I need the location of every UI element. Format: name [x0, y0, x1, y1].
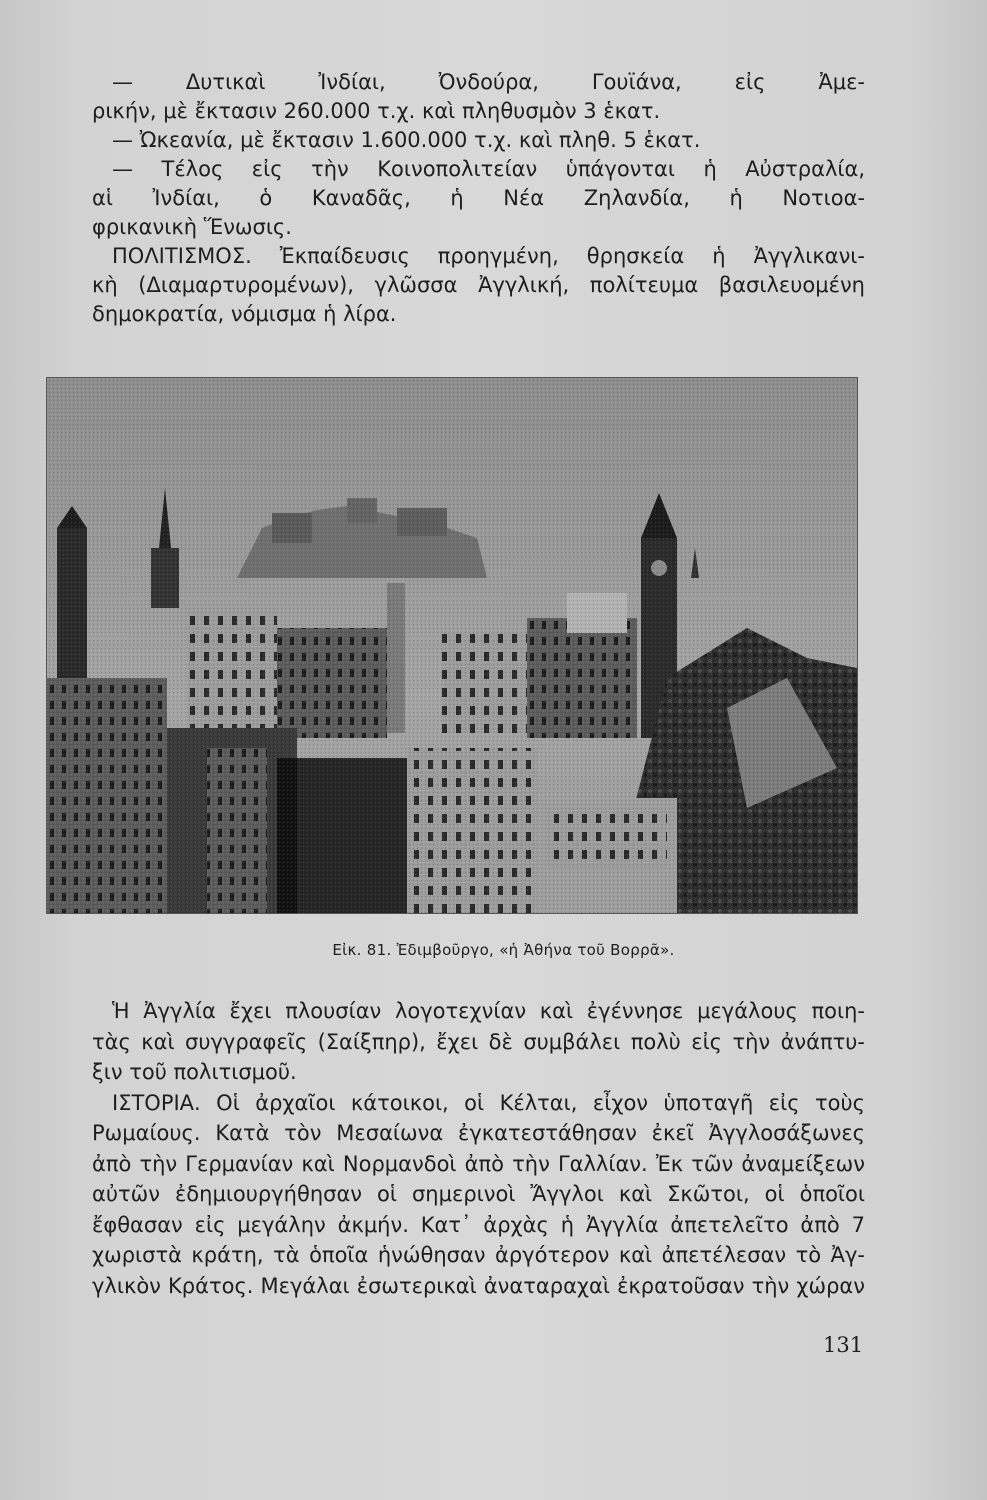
bottom-text-block [92, 996, 865, 1301]
figure-caption: Εἰκ. 81. Ἐδιμβοῦργο, «ἡ Ἀθήνα τοῦ Βορρᾶ». [332, 941, 675, 959]
text-line: ἀπὸ τὴν Γερμανίαν καὶ Νορμανδοὶ ἀπὸ τὴν Γαλλίαν. Ἐκ τῶν ἀναμείξεων [92, 1151, 865, 1176]
text-line: ΠΟΛΙΤΙΣΜΟΣ. Ἐκπαίδευσις προηγμένη, θρησκεία ἡ Ἀγγλικανι- [112, 244, 865, 268]
text-line: Ρωμαίους. Κατὰ τὸν Μεσαίωνα ἐγκατεστάθησαν ἐκεῖ Ἀγγλοσάξωνες [92, 1121, 865, 1145]
text-line: αἱ Ἰνδίαι, ὁ Καναδᾶς, ἡ Νέα Ζηλανδία, ἡ Νοτιοα- [92, 186, 865, 210]
edinburgh-photo [47, 378, 857, 913]
edinburgh-cityscape-illustration [47, 378, 857, 913]
text-line: χωριστὰ κράτη, τὰ ὁποῖα ἡνώθησαν ἀργότερον καὶ ἀπετέλεσαν τὸ Ἀγ- [92, 1243, 865, 1267]
text-line: — Ὠκεανία, μὲ ἔκτασιν 1.600.000 τ.χ. καὶ πληθ. 5 ἑκατ. [112, 128, 701, 152]
text-line: — Δυτικαὶ Ἰνδίαι, Ὀνδούρα, Γουϊάνα, εἰς Ἀμε- [112, 70, 865, 94]
text-line: κὴ (Διαμαρτυρομένων), γλῶσσα Ἀγγλική, πολίτευμα βασιλευομένη [92, 273, 865, 297]
text-line: ρικήν, μὲ ἔκτασιν 260.000 τ.χ. καὶ πληθυσμὸν 3 ἑκατ. [92, 99, 661, 123]
text-line: γλικὸν Κράτος. Μεγάλαι ἐσωτερικαὶ ἀναταραχαὶ ἐκρατοῦσαν τὴν χώραν [92, 1273, 865, 1298]
page-number: 131 [823, 1333, 864, 1357]
text-line: ἔφθασαν εἰς μεγάλην ἀκμήν. Κατ᾽ ἀρχὰς ἡ Ἀγγλία ἀπετελεῖτο ἀπὸ 7 [92, 1212, 865, 1237]
text-line: δημοκρατία, νόμισμα ἡ λίρα. [92, 302, 397, 326]
text-line: — Τέλος εἰς τὴν Κοινοπολιτείαν ὑπάγονται ἡ Αὐστραλία, [112, 157, 865, 181]
text-line: τὰς καὶ συγγραφεῖς (Σαίξπηρ), ἔχει δὲ συμβάλει πολὺ εἰς τὴν ἀνάπτυ- [92, 1029, 865, 1054]
text-line: Ἡ Ἀγγλία ἔχει πλουσίαν λογοτεχνίαν καὶ ἐγέννησε μεγάλους ποιη- [112, 999, 865, 1023]
text-line: φρικανικὴ Ἕνωσις. [92, 215, 292, 239]
top-text-block [92, 68, 865, 329]
text-line: αὐτῶν ἐδημιουργήθησαν οἱ σημερινοὶ Ἄγγλοι καὶ Σκῶτοι, οἱ ὁποῖοι [92, 1182, 865, 1206]
text-line: ΙΣΤΟΡΙΑ. Οἱ ἀρχαῖοι κάτοικοι, οἱ Κέλται, εἶχον ὑποταγῆ εἰς τοὺς [112, 1090, 865, 1115]
text-line: ξιν τοῦ πολιτισμοῦ. [92, 1060, 297, 1084]
